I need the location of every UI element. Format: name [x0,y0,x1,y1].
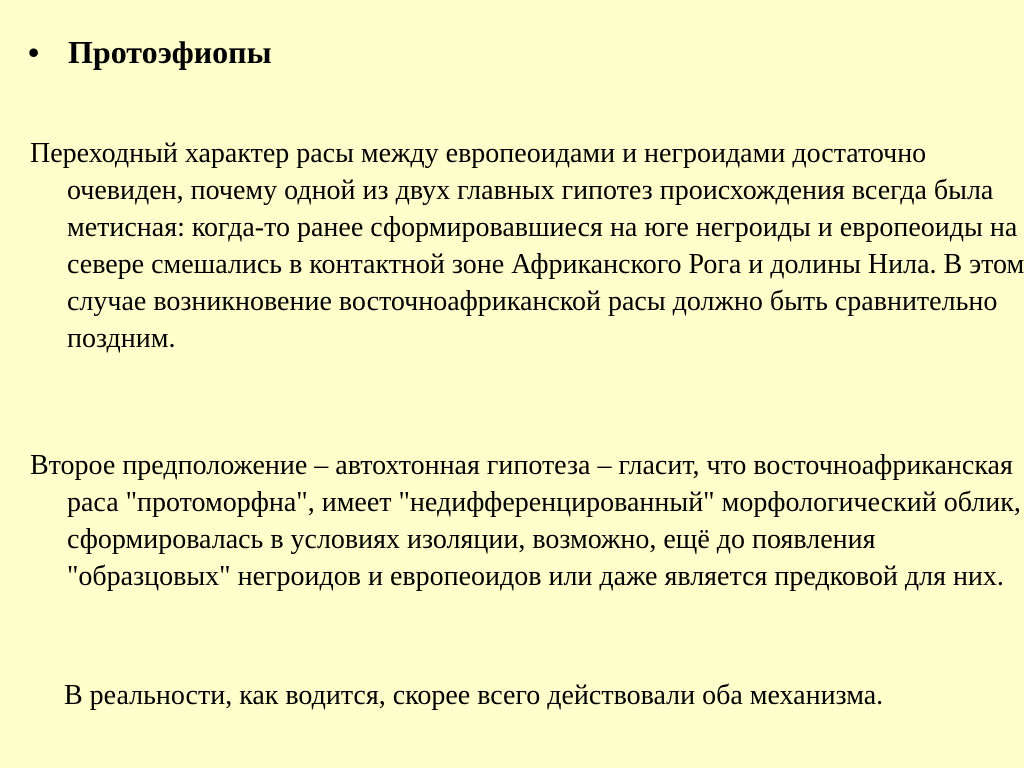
slide-title [28,30,272,74]
paragraph-hybrid-hypothesis: Переходный характер расы между европеоидами и негроидами достаточно очевиден, почему одной из двух главных гипотез происхождения всегда была метисная: когда-то ранее сформировавшиеся на юге негроиды и европеоиды на севере смешались в контактной зоне Африканского Рога и долины Нила. В этом случае возникновение восточноафриканской расы должно быть сравнительно поздним. [30,138,1024,354]
bullet-icon: • [28,34,40,70]
paragraph-autochthonous-hypothesis: Второе предположение – автохтонная гипотеза – гласит, что восточноафриканская раса "протоморфна", имеет "недифференцированный" морфологический облик, сформировалась в условиях изоляции, возможно, ещё до появления "образцовых" негроидов и европеоидов или даже является предковой для них. [30,450,1021,592]
paragraph-conclusion: В реальности, как водится, скорее всего действовали оба механизма. [64,680,884,711]
slide-title-text: Протоэфиопы [68,34,272,70]
